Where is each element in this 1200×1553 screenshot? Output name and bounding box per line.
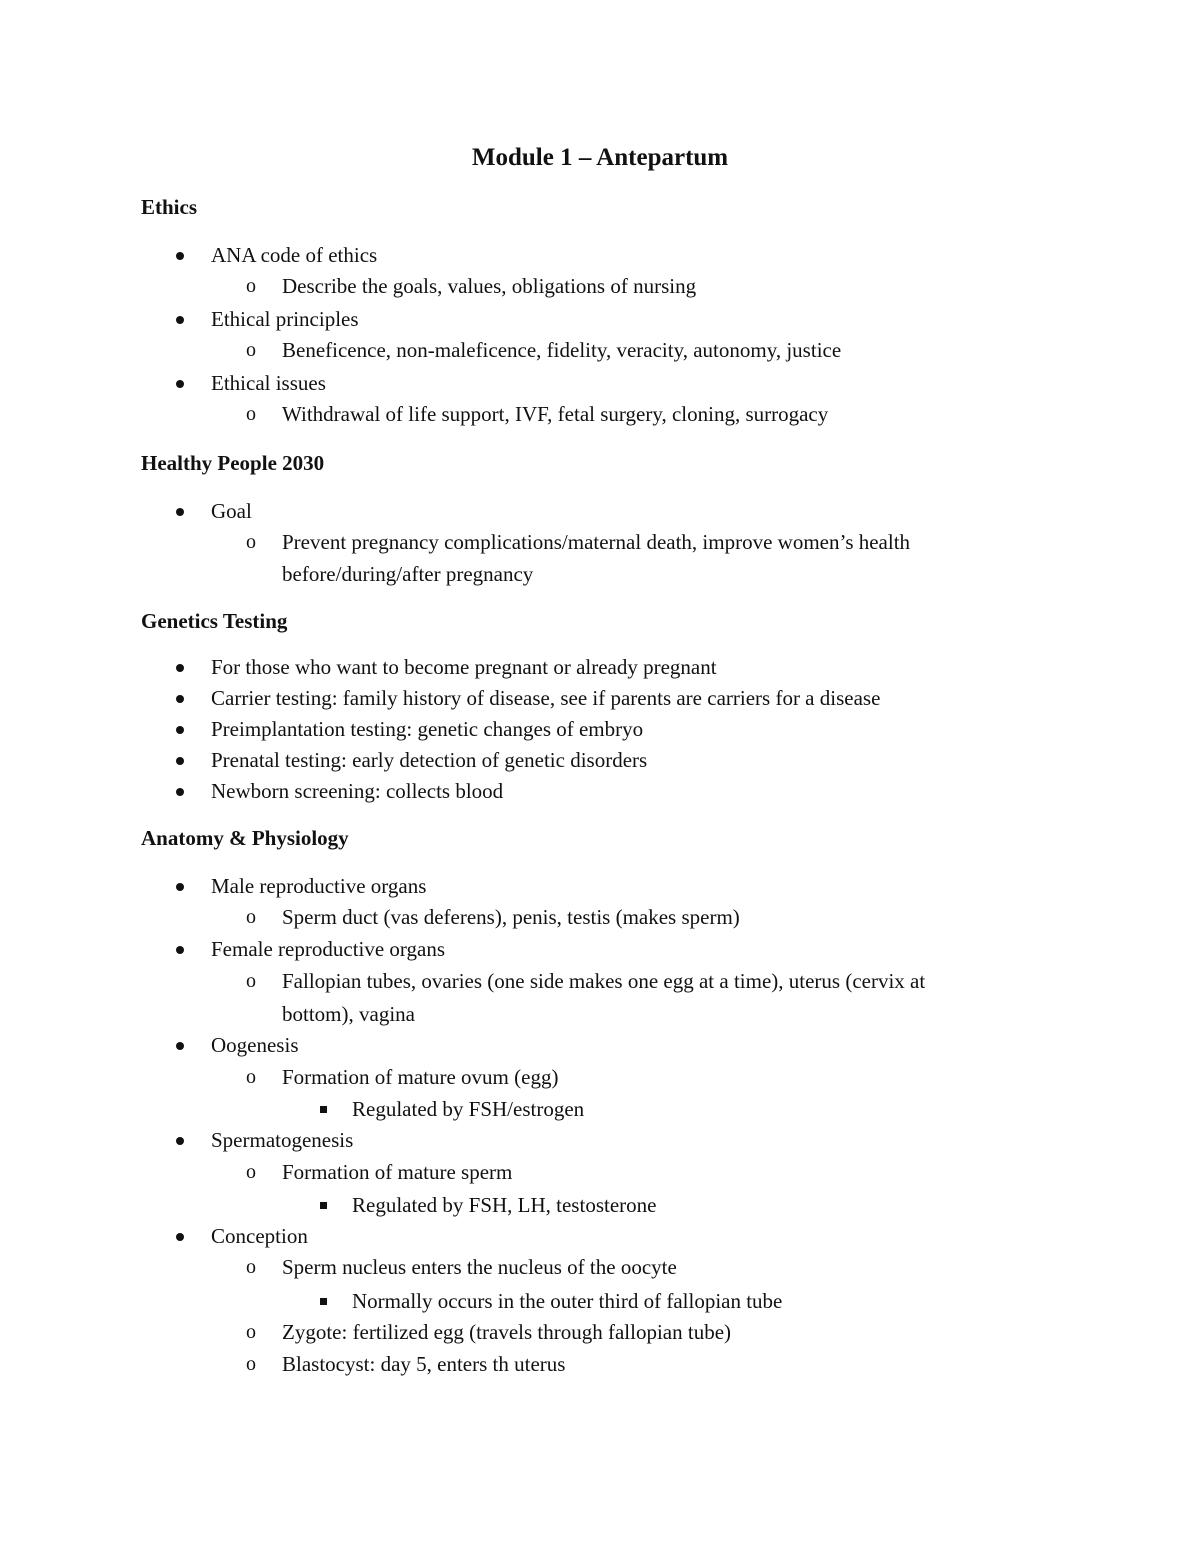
- list-item: Preimplantation testing: genetic changes of embryo: [211, 717, 644, 741]
- list-item: Female reproductive organs: [211, 937, 446, 961]
- list-item: For those who want to become pregnant or already pregnant: [211, 655, 717, 679]
- bullet-marker: [174, 652, 186, 682]
- section-heading: Genetics Testing: [141, 609, 288, 633]
- bullet-marker: [174, 1030, 186, 1060]
- sub-bullet-marker: o: [246, 339, 256, 361]
- page-title: Module 1 – Antepartum: [471, 144, 729, 171]
- sub-list-item: Prevent pregnancy complications/maternal death, improve women’s health: [282, 530, 911, 554]
- sub-list-item: Withdrawal of life support, IVF, fetal surgery, cloning, surrogacy: [282, 402, 829, 426]
- sub-bullet-marker: o: [246, 531, 256, 553]
- sub-bullet-marker: o: [246, 1353, 256, 1375]
- bullet-marker: [174, 304, 186, 334]
- sub-list-item: Formation of mature sperm: [282, 1160, 513, 1184]
- sub-list-item: Formation of mature ovum (egg): [282, 1065, 559, 1089]
- list-item: Prenatal testing: early detection of genetic disorders: [211, 748, 648, 772]
- bullet-marker: [174, 368, 186, 398]
- sub-list-item: Blastocyst: day 5, enters th uterus: [282, 1352, 566, 1376]
- sub-sub-list-item: Regulated by FSH, LH, testosterone: [352, 1193, 657, 1217]
- sub-list-item: Zygote: fertilized egg (travels through fallopian tube): [282, 1320, 732, 1344]
- sub-list-item-continuation: before/during/after pregnancy: [282, 562, 534, 586]
- list-item: Conception: [211, 1224, 308, 1248]
- section-heading: Anatomy & Physiology: [141, 826, 349, 850]
- sub-bullet-marker: o: [246, 906, 256, 928]
- sub-bullet-marker: o: [246, 970, 256, 992]
- section-heading: Ethics: [141, 195, 198, 219]
- bullet-marker: [174, 871, 186, 901]
- sub-bullet-marker: o: [246, 1161, 256, 1183]
- section-heading: Healthy People 2030: [141, 451, 325, 475]
- sub-bullet-marker: o: [246, 275, 256, 297]
- sub-list-item: Sperm nucleus enters the nucleus of the oocyte: [282, 1255, 677, 1279]
- list-item: Oogenesis: [211, 1033, 299, 1057]
- sub-bullet-marker: o: [246, 403, 256, 425]
- sub-sub-bullet-marker: [318, 1286, 328, 1316]
- sub-sub-bullet-marker: [318, 1190, 328, 1220]
- bullet-marker: [174, 934, 186, 964]
- sub-sub-bullet-marker: [318, 1094, 328, 1124]
- sub-list-item-continuation: bottom), vagina: [282, 1002, 415, 1026]
- sub-sub-list-item: Normally occurs in the outer third of fallopian tube: [352, 1289, 783, 1313]
- bullet-marker: [174, 714, 186, 744]
- sub-bullet-marker: o: [246, 1256, 256, 1278]
- list-item: ANA code of ethics: [211, 243, 378, 267]
- sub-list-item: Describe the goals, values, obligations of nursing: [282, 274, 697, 298]
- bullet-marker: [174, 1221, 186, 1251]
- list-item: Goal: [211, 499, 252, 523]
- bullet-marker: [174, 683, 186, 713]
- list-item: Spermatogenesis: [211, 1128, 354, 1152]
- bullet-marker: [174, 1125, 186, 1155]
- list-item: Ethical principles: [211, 307, 359, 331]
- list-item: Ethical issues: [211, 371, 326, 395]
- sub-list-item: Fallopian tubes, ovaries (one side makes one egg at a time), uterus (cervix at: [282, 969, 926, 993]
- list-item: Male reproductive organs: [211, 874, 427, 898]
- list-item: Carrier testing: family history of disease, see if parents are carriers for a disease: [211, 686, 881, 710]
- sub-bullet-marker: o: [246, 1066, 256, 1088]
- sub-list-item: Beneficence, non-maleficence, fidelity, veracity, autonomy, justice: [282, 338, 842, 362]
- sub-list-item: Sperm duct (vas deferens), penis, testis (makes sperm): [282, 905, 740, 929]
- bullet-marker: [174, 745, 186, 775]
- bullet-marker: [174, 240, 186, 270]
- list-item: Newborn screening: collects blood: [211, 779, 504, 803]
- sub-sub-list-item: Regulated by FSH/estrogen: [352, 1097, 585, 1121]
- bullet-marker: [174, 776, 186, 806]
- bullet-marker: [174, 496, 186, 526]
- sub-bullet-marker: o: [246, 1321, 256, 1343]
